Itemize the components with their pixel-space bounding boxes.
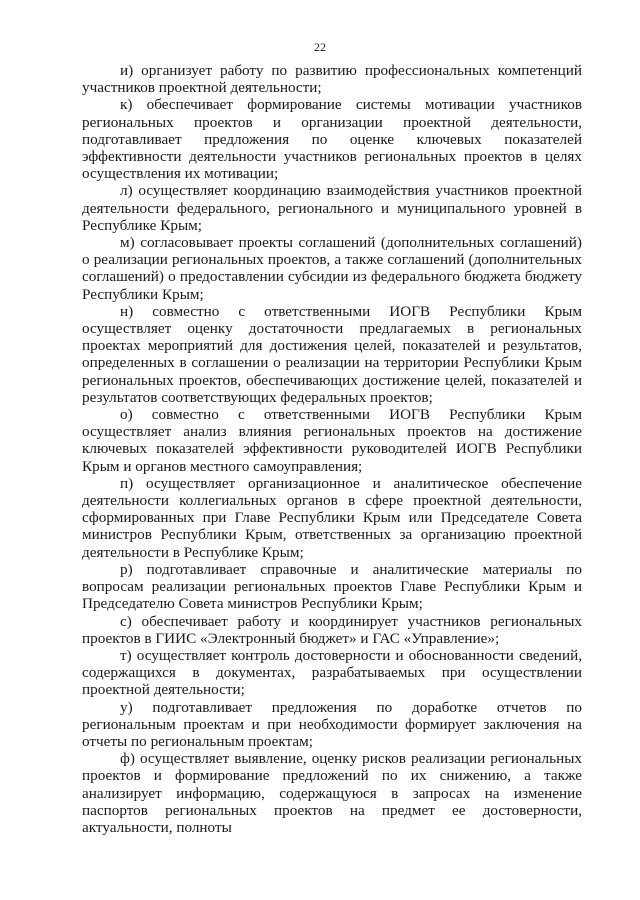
paragraph-n: н) совместно с ответственными ИОГВ Республики Крым осуществляет оценку достаточности предлагаемых в региональных проектах мероприятий для достижения целей, показателей и результатов, определенных в соглашении о реализации на территории Республики Крым региональных проектов, обеспечивающих достижение целей, показателей и результатов соответствующих федеральных проектов; <box>82 302 582 406</box>
paragraph-m: м) согласовывает проекты соглашений (дополнительных соглашений) о реализации региональных проектов, а также соглашений (дополнительных соглашений) о предоставлении субсидии из федерального бюджета бюджету Республики Крым; <box>82 234 582 303</box>
page-number: 22 <box>314 40 326 54</box>
paragraph-s: с) обеспечивает работу и координирует участников региональных проектов в ГИИС «Электронный бюджет» и ГАС «Управление»; <box>82 612 582 647</box>
paragraph-l: л) осуществляет координацию взаимодействия участников проектной деятельности федерального, регионального и муниципального уровней в Республике Крым; <box>82 182 582 234</box>
paragraph-r: р) подготавливает справочные и аналитические материалы по вопросам реализации региональных проектов Главе Республики Крым и Председателю Совета министров Республики Крым; <box>82 560 582 613</box>
paragraph-p: п) осуществляет организационное и аналитическое обеспечение деятельности коллегиальных органов в сфере проектной деятельности, сформированных при Главе Республики Крым или Председателе Совета министров Республики Крым, ответственных за организацию проектной деятельности в Республике Крым; <box>82 474 582 561</box>
paragraph-f: ф) осуществляет выявление, оценку рисков реализации региональных проектов и формирование предложений по их снижению, а также анализирует информацию, содержащуюся в запросах на изменение паспортов региональных проектов на предмет ее достоверности, актуальности, полноты <box>82 750 582 836</box>
paragraph-t: т) осуществляет контроль достоверности и обоснованности сведений, содержащихся в документах, разрабатываемых при осуществлении проектной деятельности; <box>82 646 582 699</box>
paragraph-i: и) организует работу по развитию профессиональных компетенций участников проектной деятельности; <box>82 62 582 97</box>
paragraph-k: к) обеспечивает формирование системы мотивации участников региональных проектов и организации проектной деятельности, подготавливает предложения по оценке ключевых показателей эффективности деятельности участников региональных проектов в целях осуществления их мотивации; <box>82 96 582 183</box>
paragraph-o: о) совместно с ответственными ИОГВ Республики Крым осуществляет анализ влияния региональных проектов на достижение ключевых показателей эффективности руководителей ИОГВ Республики Крым и органов местного самоуправления; <box>82 406 582 475</box>
paragraph-u: у) подготавливает предложения по доработке отчетов по региональным проектам и при необходимости формирует заключения на отчеты по региональным проектам; <box>82 698 582 750</box>
document-body <box>82 62 582 836</box>
